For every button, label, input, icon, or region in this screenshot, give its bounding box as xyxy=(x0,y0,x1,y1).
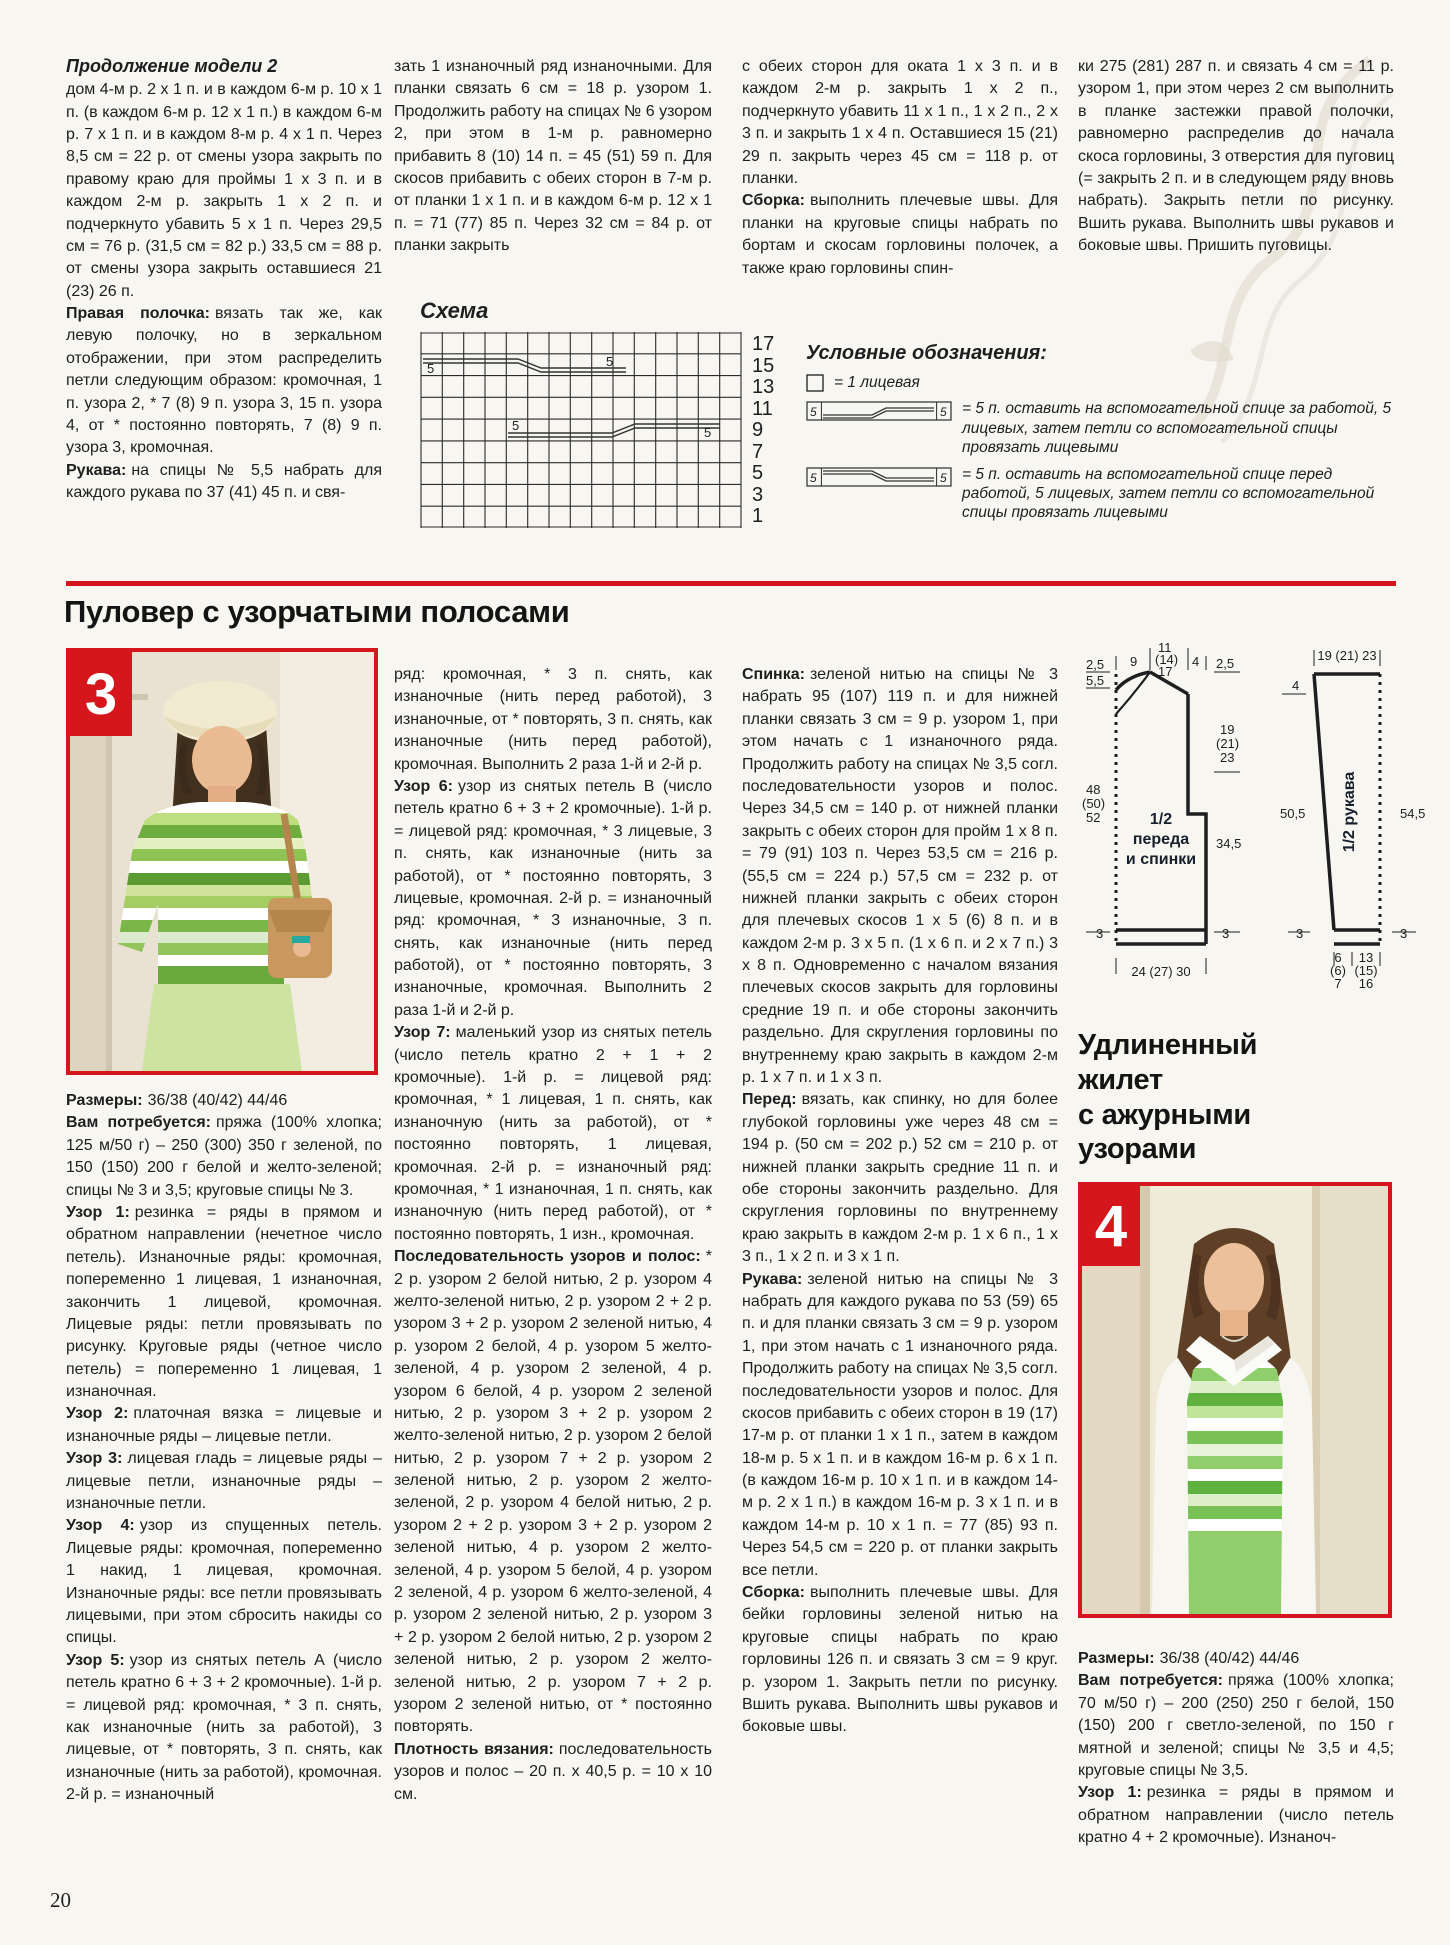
front-top-neck-3: 17 xyxy=(1158,664,1173,679)
vest-headline-lines xyxy=(1078,1028,1257,1167)
paragraph: Узор 1: резинка = ряды в прямом и обратном направлении (нечетное число петель). Изнаночные ряды: кромочная, попеременно 1 лицевая, 1 изнаночная, закончить 1 лицевой, кромочная. Лицевые ряды: петли провязывать по рисунку. Круговые ряды (четное число петель) = попеременно 1 лицевая, 1 изнаночная. xyxy=(66,1203,382,1401)
vest-headline-line: с ажурными xyxy=(1078,1098,1251,1131)
paragraph: Узор 1: резинка = ряды в прямом и обратном направлении (число петель кратно 4 + 2 кромочные). Изнаноч- xyxy=(1078,1784,1394,1847)
paragraph: Рукава: зеленой нитью на спицы № 3 набрать для каждого рукава по 53 (59) 65 п. и для планки связать 3 см = 9 р. узором 1, при этом начать с 1 изнаночного ряда. Продолжить работу на спицах № 3,5 согл. последовательности узоров и полос. Для скосов прибавить с обеих сторон в 19 (17) 17-м р. от планки 1 х 1 п., затем в каждом 18-м р. 5 х 1 п. и в каждом 16-м р. 6 х 1 п. (в каждом 16-м р. 10 х 1 п. и в каждом 14-м р. 2 х 1 п.) в каждом 16-м р. 3 х 1 п. и в каждом 14-м р. 10 х 1 п. = 77 (85) 93 п. Через 54,5 см = 220 р. от планки закрыть все петли. xyxy=(742,1270,1058,1579)
front-bottom-left: 3 xyxy=(1096,926,1104,941)
paragraph: ряд: кромочная, * 3 п. снять, как изнаночные (нить перед работой), 3 изнаночные, от * повторять, 3 п. снять, как изнаночные (нить перед работой), кромочная. Выполнить 2 раза 1-й и 2-й р. xyxy=(394,666,712,773)
chart-row-number: 5 xyxy=(752,462,764,484)
paragraph: Сборка: выполнить плечевые швы. Для бейки горловины зеленой нитью на круговые спицы набрать по краю горловины 126 п. и связать 3 см = 9 круг. р. узором 1. Закрыть петли по рисунку. Вшить рукава. Выполнить швы рукавов и боковые швы. xyxy=(742,1584,1058,1736)
pullover-col-1 xyxy=(66,1090,382,1850)
continuation-col4-paragraphs xyxy=(1078,56,1394,258)
cable-label: 5 xyxy=(940,405,947,420)
sleeve-schematic xyxy=(1252,642,1437,992)
continuation-col3-paragraphs xyxy=(742,56,1058,280)
sleeve-bottom-2a: 13 xyxy=(1358,950,1374,965)
continuation-col-2 xyxy=(394,56,712,304)
paragraph: Вам потребуется: пряжа (100% хлопка; 70 м/50 г) – 200 (250) 250 г белой, 150 (150) 200 г светло-зеленой, по 150 г мятной и зеленой; спицы № 3,5 и 4,5; круговые спицы № 3,5. xyxy=(1078,1672,1394,1779)
paragraph: Узор 2: платочная вязка = лицевые и изнаночные ряды – лицевые петли. xyxy=(66,1405,382,1445)
front-caption-1: 1/2 xyxy=(1149,811,1173,828)
front-top-neck-1: 11 xyxy=(1158,642,1172,655)
sleeve-bottom-1a: 6 xyxy=(1334,950,1342,965)
pullover-col1-paragraphs xyxy=(66,1090,382,1807)
vest-headline-line: Удлиненный xyxy=(1078,1029,1258,1061)
front-bottom-width: 24 (27) 30 xyxy=(1131,964,1191,979)
legend-item-cable-back xyxy=(806,399,1398,457)
chart-legend xyxy=(806,342,1398,530)
pullover-col2-paragraphs xyxy=(394,664,712,1806)
sleeve-bottom-2b: (15) xyxy=(1354,963,1378,978)
sleeve-right-2: 3 xyxy=(1400,926,1408,941)
pullover-col-2 xyxy=(394,664,712,1864)
paragraph: Узор 4: узор из спущенных петель. Лицевые ряды: кромочная, попеременно 1 накид, 1 лицевая, кромочная. Изнаночные ряды: все петли провязывать лицевыми, при этом сбросить накиды со спицы. xyxy=(66,1517,382,1647)
front-bottom-right: 3 xyxy=(1222,926,1230,941)
sleeve-left-1: 4 xyxy=(1292,678,1300,693)
vest-number-badge: 4 xyxy=(1082,1186,1140,1266)
paragraph: Правая полочка: вязать так же, как левую полочку, но в зеркальном отображении, при этом распределить петли следующим образом: кромочная, 1 п. узора 2, * 7 (8) 9 п. узора 3, 15 п. узора 4, от * постоянно повторять, 7 (8) 9 п. узора 3, кромочная. xyxy=(66,305,382,457)
cable-label: 5 xyxy=(810,405,817,420)
legend-item-text: = 5 п. оставить на вспомогательной спице за работой, 5 лицевых, затем петли со вспомогательной спицы провязать лицевыми xyxy=(962,400,1392,457)
front-right-1: 2,5 xyxy=(1216,656,1235,671)
front-right-3: (21) xyxy=(1216,736,1240,751)
chart-row-number: 13 xyxy=(752,376,775,398)
legend-item-text: = 5 п. оставить на вспомогательной спице перед работой, 5 лицевых, затем петли со вспомогательной спицы провязать лицевыми xyxy=(962,465,1375,522)
legend-title: Условные обозначения: xyxy=(806,342,1047,364)
cable-front-icon xyxy=(806,466,952,488)
paragraph: Сборка: выполнить плечевые швы. Для планки на круговые спицы набрать по бортам и скосам горловины полочек, а также краю горловины спин- xyxy=(742,192,1058,277)
front-left-4: (50) xyxy=(1082,796,1106,811)
continuation-col-4 xyxy=(1078,56,1394,344)
sleeve-right-1: 54,5 xyxy=(1400,806,1426,821)
paragraph: Вам потребуется: пряжа (100% хлопка; 125 м/50 г) – 250 (300) 350 г зеленой, по 150 (150) 200 г белой и желто-зеленой; спицы № 3 и 3,5; круговые спицы № 3. xyxy=(66,1114,382,1199)
cable-label: 5 xyxy=(940,470,947,485)
chart-row-number: 7 xyxy=(752,440,764,463)
continuation-col1-paragraphs xyxy=(66,79,382,504)
front-right-4: 23 xyxy=(1220,750,1235,765)
legend-item-knit xyxy=(806,373,1398,392)
pullover-col3-paragraphs xyxy=(742,664,1058,1739)
chart-row-number: 3 xyxy=(752,483,764,506)
pullover-headline: Пуловер с узорчатыми полосами xyxy=(64,594,570,629)
chart-row-number: 17 xyxy=(752,333,775,355)
knit-cell-icon xyxy=(806,374,824,392)
section-divider-rule xyxy=(66,581,1396,586)
pullover-number-badge: 3 xyxy=(70,652,132,736)
pullover-col-3 xyxy=(742,664,1058,1884)
paragraph: Плотность вязания: последовательность узоров и полос – 20 п. x 40,5 р. = 10 x 10 см. xyxy=(394,1740,712,1803)
paragraph: зать 1 изнаночный ряд изнаночными. Для планки связать 6 см = 18 р. узором 1. Продолжить работу на спицах № 6 узором 2, при этом в 1-м р. равномерно прибавить 8 (10) 14 п. = 45 (51) 59 п. Для скосов прибавить с обеих сторон в 7-м р. от планки 1 х 1 п. и в каждом 6-м р. 12 х 1 п. = 71 (77) 85 п. Через 32 см = 84 р. от планки закрыть xyxy=(394,58,712,255)
vest-headline-line: узорами xyxy=(1078,1133,1197,1166)
front-caption-3: и спинки xyxy=(1125,851,1197,868)
front-left-1: 2,5 xyxy=(1086,657,1105,672)
front-top-right: 4 xyxy=(1192,654,1200,669)
chart-cable-label: 5 xyxy=(606,354,614,369)
sleeve-bottom-2c: 16 xyxy=(1358,976,1374,991)
chart-row-number: 11 xyxy=(752,397,773,420)
paragraph: Размеры: 36/38 (40/42) 44/46 xyxy=(66,1092,288,1109)
chart-row-numbers xyxy=(752,334,774,526)
continuation-col2-paragraphs xyxy=(394,56,712,258)
paragraph: Размеры: 36/38 (40/42) 44/46 xyxy=(1078,1650,1300,1667)
sleeve-left-3: 3 xyxy=(1296,926,1304,941)
vest-headline-line: жилет xyxy=(1078,1063,1163,1096)
knitting-chart xyxy=(420,332,744,532)
front-top-shoulder: 9 xyxy=(1130,654,1138,669)
legend-item-text: = 1 лицевая xyxy=(834,374,920,391)
chart-cable-label: 5 xyxy=(512,418,520,433)
paragraph: ки 275 (281) 287 п. и связать 4 см = 11 р. узором 1, при этом через 2 см выполнить в планке застежки правой полочки, равномерно распределив до начала скоса горловины, 3 отверстия для пуговиц (= закрыть 2 п. и в следующем ряду вновь набрать). Закрыть петли по рисунку. Вшить рукава. Выполнить швы рукавов и боковые швы. Пришить пуговицы. xyxy=(1078,58,1394,255)
vest-headline xyxy=(1078,1028,1257,1167)
chart-cable-label: 5 xyxy=(427,361,435,376)
front-back-schematic xyxy=(1058,642,1270,992)
vest-paragraphs xyxy=(1078,1648,1394,1850)
front-left-2: 5,5 xyxy=(1086,673,1105,688)
paragraph: Узор 3: лицевая гладь = лицевые ряды – лицевые петли, изнаночные ряды – изнаночные петли. xyxy=(66,1450,382,1513)
front-top-neck-2: (14) xyxy=(1155,652,1179,667)
chart-row-number: 1 xyxy=(752,505,764,527)
paragraph: с обеих сторон для оката 1 х 3 п. и в каждом 2-м р. закрыть 1 х 2 п., подчеркнуто убавить 11 х 1 п., 1 х 2 п., 2 х 3 п. и закрыть 1 х 4 п. Оставшиеся 15 (21) 29 п. закрыть через 45 см = 118 р. от планки. xyxy=(742,58,1058,187)
paragraph: Последовательность узоров и полос: * 2 р. узором 2 белой нитью, 2 р. узором 4 желто-зеленой нитью, 2 р. узором 2 + 2 р. узором 3 + 2 р. узором 2 зеленой нитью, 4 р. узором 2 белой, 4 р. узором 5 желто-зеленой, 4 р. узором 2 зеленой, 4 р. узором 6 белой, 4 р. узором 2 зеленой нитью, 2 р. узором 3 + 2 р. узором 2 желто-зеленой нитью, 2 р. узором 2 белой нитью, 2 р. узором 7 + 2 р. узором 2 зеленой нитью, 2 р. узором 2 желто-зеленой, 2 р. узором 4 белой нитью, 2 р. узором 2 + 2 р. узором 3 + 2 р. узором 2 зеленой нитью, 4 р. узором 2 желто-зеленой, 4 р. узором 5 белой, 4 р. узором 2 зеленой, 4 р. узором 6 желто-зеленой, 4 р. узором 2 зеленой нитью, 2 р. узором 3 + 2 р. узором 2 белой нитью, 2 р. узором 2 зеленой нитью, 2 р. узором 2 желто-зеленой нитью, 2 р. узором 7 + 2 р. узором 2 зеленой нитью, от * постоянно повторять. xyxy=(394,1248,712,1736)
front-left-3: 48 xyxy=(1086,782,1101,797)
chart-cable-label: 5 xyxy=(704,425,712,440)
paragraph: Спинка: зеленой нитью на спицы № 3 набрать 95 (107) 119 п. и для нижней планки связать 3 см = 9 р. узором 1, при этом начать с 1 изнаночного ряда. Продолжить работу на спицах № 3,5 согл. последовательности узоров и полос. Через 34,5 см = 140 р. от нижней планки закрыть с обеих сторон для пройм 1 х 8 п. = 79 (91) 103 п. Через 53,5 см = 216 р. (55,5 см = 224 р.) 57,5 см = 232 р. от нижней планки закрыть с обеих сторон для плечевых скосов 1 х 5 (6) 8 п. и в каждом 2-м р. 3 х 5 п. (1 х 6 п. и 2 х 7 п.) 3 х 8 п. Одновременно с началом вязания плечевых скосов закрыть для горловины средние 19 п. и обе стороны закончить раздельно. Для скругления горловины по внутреннему краю закрыть в каждом 2-м р. 1 х 7 п. и 1 х 3 п. xyxy=(742,666,1058,1087)
sleeve-caption: 1/2 рукава xyxy=(1341,771,1358,853)
paragraph: Узор 6: узор из снятых петель В (число петель кратно 6 + 3 + 2 кромочные). 1-й р. = лицевой ряд: кромочная, * 3 лицевые, 3 п. снять, как изнаночные (нить за работой), от * постоянно повторять, 3 лицевые, кромочная. 2-й р. = изнаночный ряд: кромочная, * 3 изнаночные, 3 п. снять, как изнаночные (нить перед работой), от * постоянно повторять, 3 изнаночные, кромочная. Выполнить 2 раза 1-й и 2-й р. xyxy=(394,777,712,1019)
continuation-col-1 xyxy=(66,54,382,578)
sleeve-bottom-1c: 7 xyxy=(1334,976,1342,991)
schema-title: Схема xyxy=(420,298,489,323)
front-right-5: 34,5 xyxy=(1216,836,1242,851)
chart-row-number: 15 xyxy=(752,354,775,377)
paragraph: Узор 5: узор из снятых петель А (число петель кратно 6 + 3 + 2 кромочные). 1-й р. = лицевой ряд: кромочная, * 3 п. снять, как изнаночные (нить за работой), 3 лицевые, от * повторять, 3 п. снять, как изнаночные (нить за работой), кромочная. 2-й р. = изнаночный xyxy=(66,1651,382,1804)
sleeve-left-2: 50,5 xyxy=(1280,806,1306,821)
paragraph: Перед: вязать, как спинку, но для более глубокой горловины уже через 48 см = 194 р. (50 см = 202 р.) 52 см = 210 р. от нижней планки закрыть средние 11 п. и обе стороны закончить раздельно. Для скругления горловины по внутреннему краю закрыть в каждом 2-м р. 1 х 6 п., 1 х 3 п., 1 х 2 п. и 3 х 1 п. xyxy=(742,1091,1058,1266)
continuation-title: Продолжение модели 2 xyxy=(66,56,278,76)
cable-back-icon xyxy=(806,400,952,422)
front-left-5: 52 xyxy=(1086,810,1101,825)
chart-row-number: 9 xyxy=(752,419,764,441)
page-number: 20 xyxy=(50,1888,71,1912)
continuation-col-3 xyxy=(742,56,1058,308)
paragraph: Рукава: на спицы № 5,5 набрать для каждого рукава по 37 (41) 45 п. и свя- xyxy=(66,461,382,502)
legend-item-cable-front xyxy=(806,465,1398,523)
paragraph: Узор 7: маленький узор из снятых петель (число петель кратно 2 + 1 + 2 кромочные). 1-й р. = лицевой ряд: кромочная, * 1 лицевая, 1 п. снять, как изнаночную (нить за работой), от * постоянно повторять, 1 лицевая, кромочная. 2-й р. = изнаночный ряд: кромочная, * 1 изнаночная, 1 п. снять, как изнаночную (нить перед работой), от * постоянно повторять, 1 изн., кромочная. xyxy=(394,1024,712,1243)
paragraph: дом 4-м р. 2 х 1 п. и в каждом 6-м р. 10 х 1 п. (в каждом 6-м р. 12 х 1 п.) в каждом 6-м р. 7 х 1 п. и в каждом 8-м р. 4 х 1 п. Через 8,5 см = 22 р. от смены узора закрыть по правому краю для проймы 1 х 3 п. и в каждом 2-м р. закрыть 1 х 2 п. и подчеркнуто убавить 5 х 1 п. Через 29,5 см = 76 р. (31,5 см = 82 р.) 33,5 см = 88 р. от смены узора закрыть оставшиеся 21 (23) 26 п. xyxy=(66,81,382,300)
vest-text-column xyxy=(1078,1648,1394,1898)
cable-label: 5 xyxy=(810,470,817,485)
sleeve-bottom-1b: (6) xyxy=(1330,963,1346,978)
sleeve-top-width: 19 (21) 23 xyxy=(1317,648,1377,663)
front-right-2: 19 xyxy=(1220,722,1235,737)
front-caption-2: переда xyxy=(1132,831,1190,848)
